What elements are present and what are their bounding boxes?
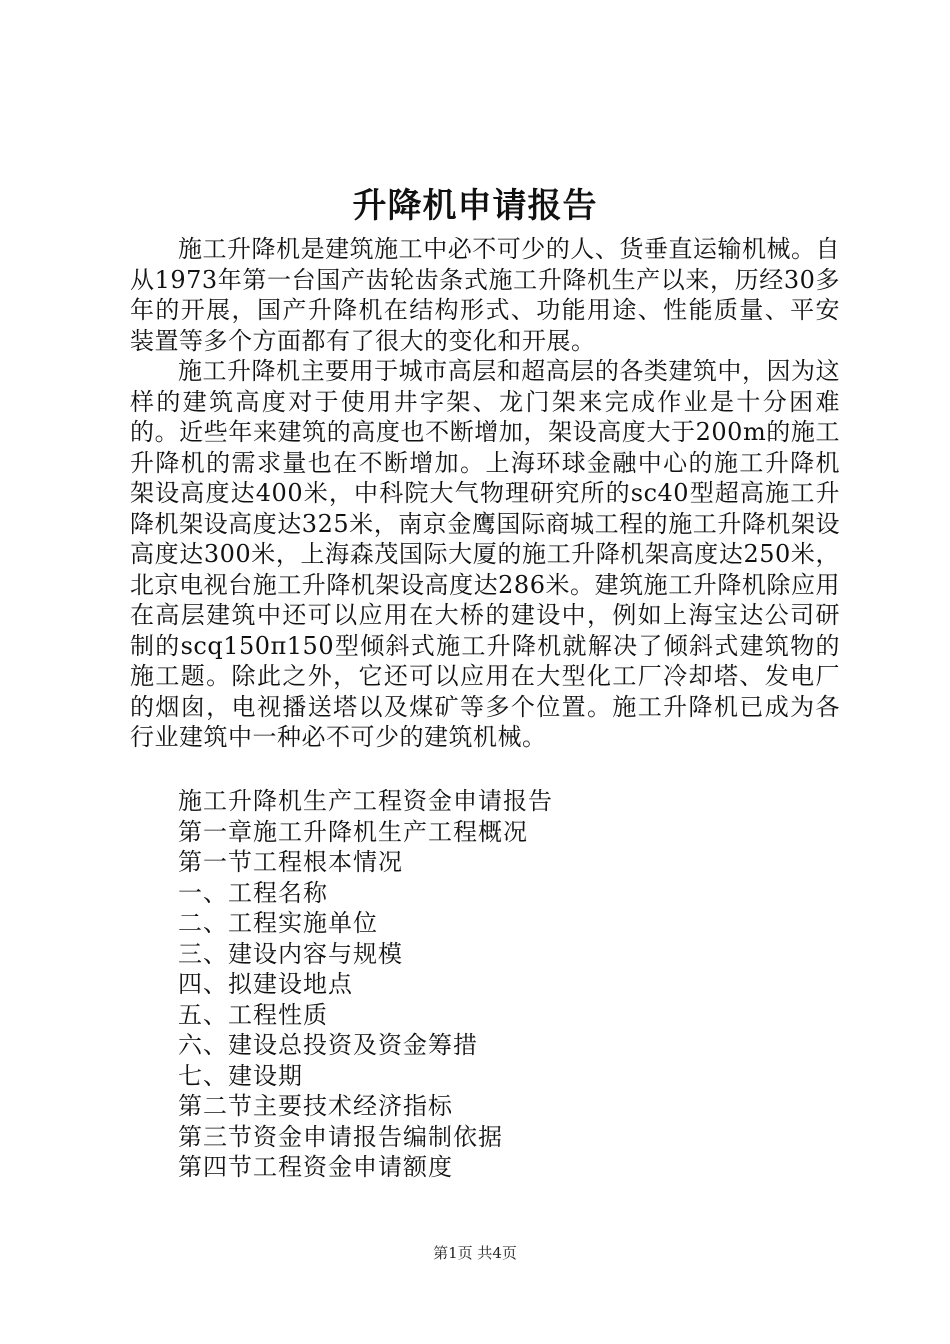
outline-item: 第四节工程资金申请额度	[178, 1153, 453, 1181]
paragraph-usage: 施工升降机主要用于城市高层和超高层的各类建筑中，因为这样的建筑高度对于使用井字架、龙门架来完成作业是十分困难的。近些年来建筑的高度也不断增加，架设高度大于200m的施工升降机的需求量也在不断增加。上海环球金融中心的施工升降机架设高度达400米，中科院大气物理研究所的sc40型超高施工升降机架设高度达325米，南京金鹰国际商城工程的施工升降机架设高度达300米，上海森茂国际大厦的施工升降机架高度达250米，北京电视台施工升降机架设高度达286米。建筑施工升降机除应用在高层建筑中还可以应用在大桥的建设中，例如上海宝达公司研制的scq150π150型倾斜式施工升降机就解决了倾斜式建筑物的施工题。除此之外，它还可以应用在大型化工厂冷却塔、发电厂的烟囱，电视播送塔以及煤矿等多个位置。施工升降机已成为各行业建筑中一种必不可少的建筑机械。	[130, 357, 840, 751]
outline-item: 第一章施工升降机生产工程概况	[178, 817, 528, 846]
page-number-footer: 第1页 共4页	[433, 1244, 517, 1262]
outline-item: 一、工程名称	[178, 878, 328, 907]
outline-item: 第一节工程根本情况	[178, 848, 403, 876]
document-body	[130, 234, 840, 753]
paragraph-intro: 施工升降机是建筑施工中必不可少的人、货垂直运输机械。自从1973年第一台国产齿轮齿条式施工升降机生产以来，历经30多年的开展，国产升降机在结构形式、功能用途、性能质量、平安装置等多个方面都有了很大的变化和开展。	[130, 235, 840, 355]
outline-item: 第三节资金申请报告编制依据	[178, 1122, 503, 1151]
outline-item: 七、建设期	[178, 1061, 303, 1090]
table-of-contents	[178, 786, 553, 1183]
outline-item: 二、工程实施单位	[178, 909, 378, 937]
outline-item: 三、建设内容与规模	[178, 939, 403, 968]
document-title: 升降机申请报告	[352, 186, 598, 226]
outline-item: 六、建设总投资及资金筹措	[178, 1031, 478, 1059]
outline-item: 四、拟建设地点	[178, 970, 353, 998]
outline-item: 施工升降机生产工程资金申请报告	[178, 787, 553, 815]
outline-item: 第二节主要技术经济指标	[178, 1092, 453, 1120]
outline-item: 五、工程性质	[178, 1000, 328, 1029]
